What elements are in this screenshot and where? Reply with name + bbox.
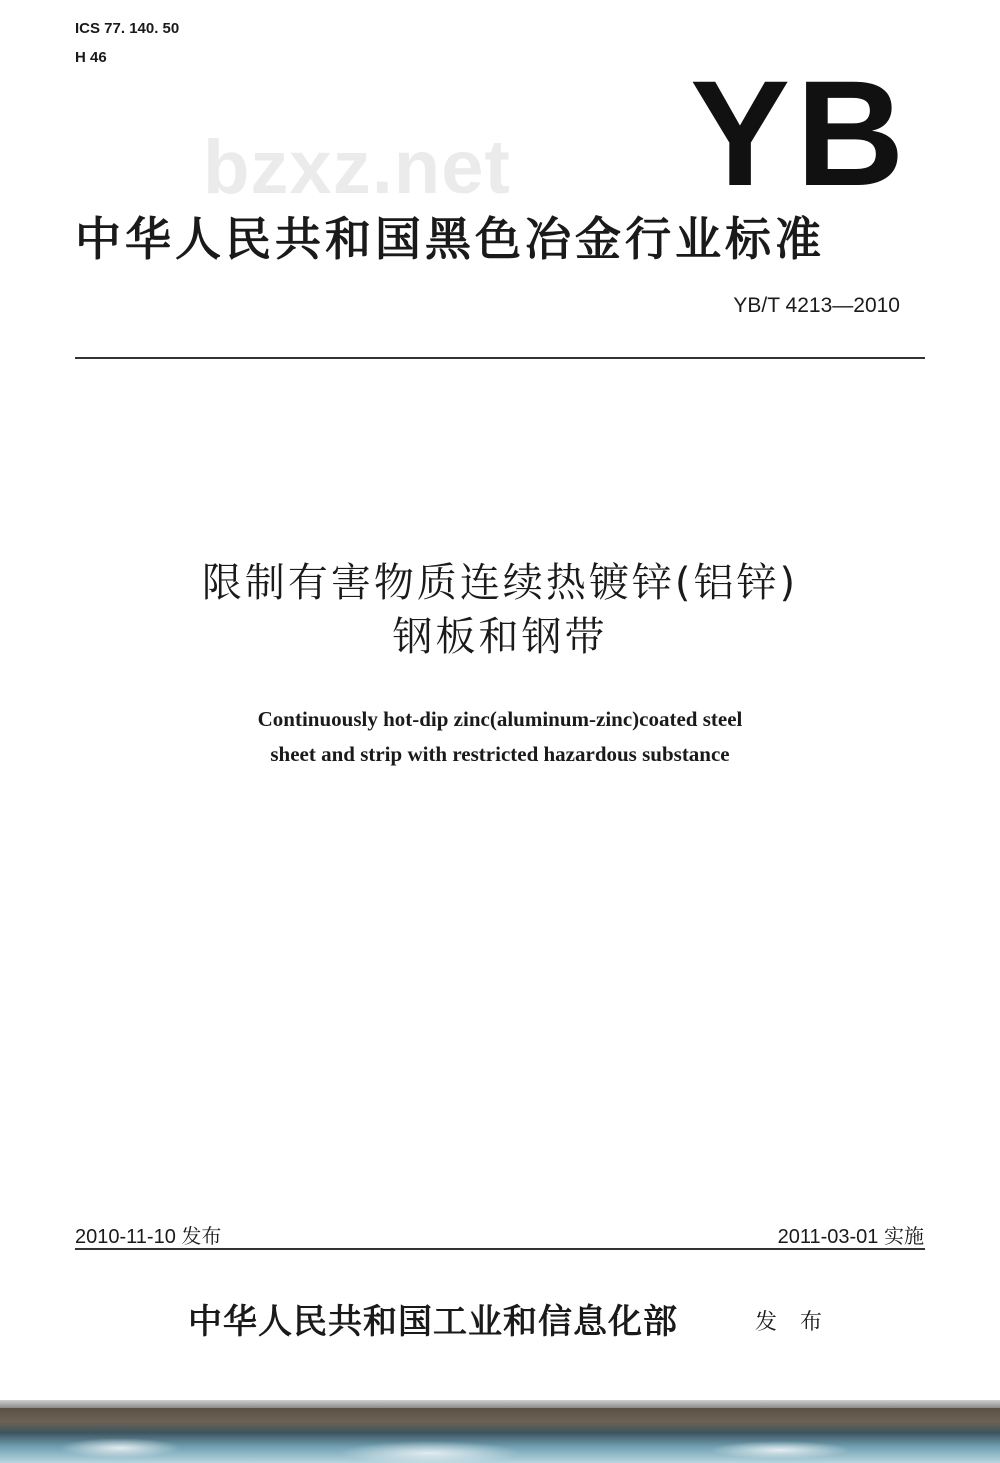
- chinese-title-line-1: 限制有害物质连续热镀锌(铝锌): [201, 560, 799, 606]
- top-divider: [75, 357, 925, 359]
- issue-date: 2010-11-10 发布: [75, 1226, 222, 1248]
- background-photo: [0, 1408, 1000, 1463]
- ics-code: ICS 77. 140. 50: [75, 20, 180, 37]
- publish-label: 发 布: [755, 1310, 830, 1335]
- chinese-title: [0, 556, 1000, 664]
- watermark: bzxz.net: [203, 125, 511, 210]
- issuing-ministry: 中华人民共和国工业和信息化部: [188, 1302, 678, 1342]
- classification-code: H 46: [75, 49, 107, 66]
- bottom-divider: [75, 1248, 925, 1250]
- english-title-line-1: Continuously hot-dip zinc(aluminum-zinc)coated steel: [257, 707, 743, 731]
- industry-standard-title: 中华人民共和国黑色冶金行业标准: [75, 212, 825, 266]
- page-edge: [0, 1400, 1000, 1408]
- english-title: [0, 702, 1000, 772]
- standard-number: YB/T 4213—2010: [733, 294, 900, 317]
- implementation-date: 2011-03-01 实施: [777, 1226, 924, 1248]
- english-title-line-2: sheet and strip with restricted hazardous substance: [270, 742, 730, 766]
- yb-logo: YB: [690, 49, 911, 217]
- chinese-title-line-2: 钢板和钢带: [392, 614, 608, 660]
